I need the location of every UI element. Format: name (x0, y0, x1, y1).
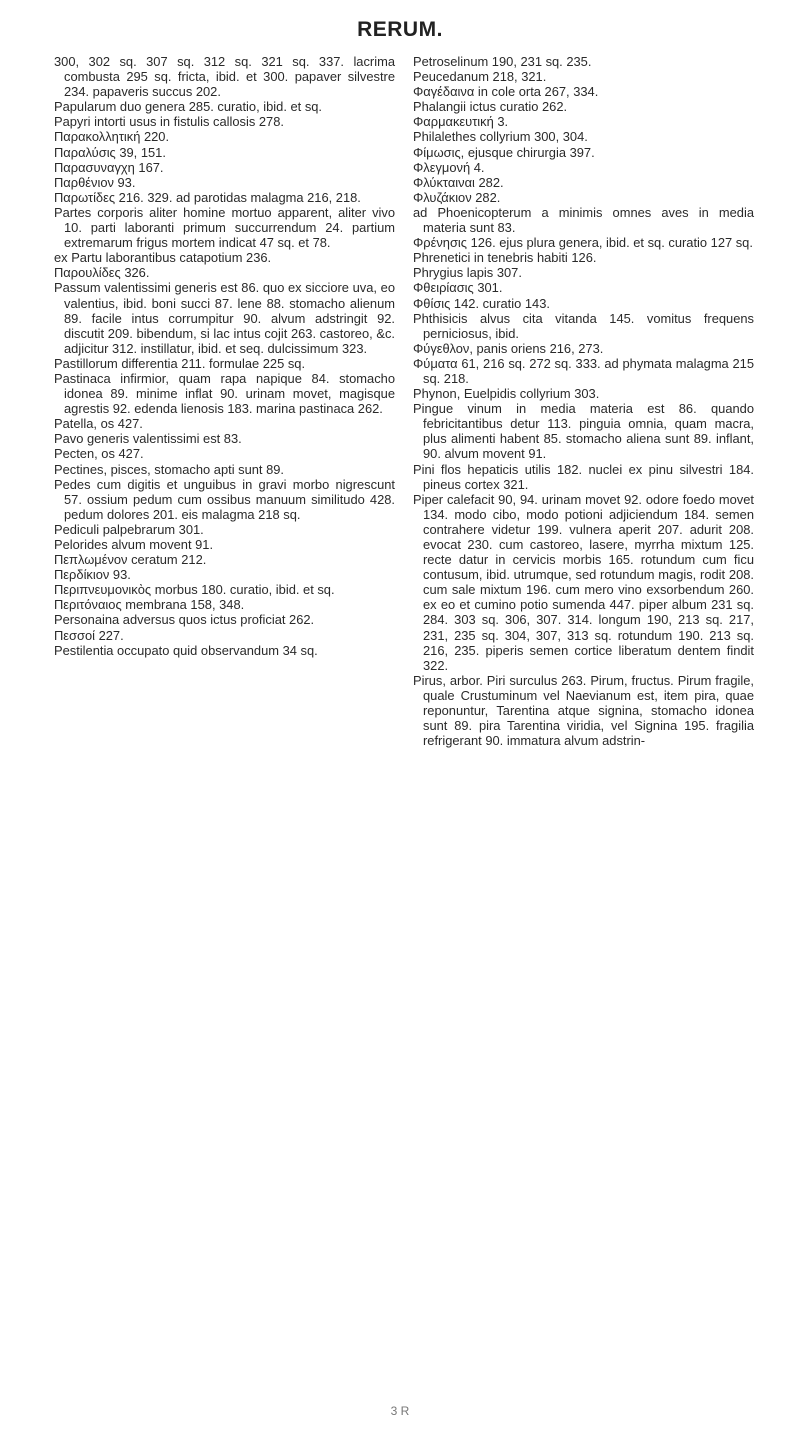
index-entry: Papularum duo genera 285. curatio, ibid. et sq. (54, 99, 323, 115)
index-entry: Petroselinum 190, 231 sq. 235. (413, 54, 592, 69)
index-entry: ad Phoenicopterum a minimis omnes aves in media materia sunt 83. (413, 204, 754, 236)
index-entry: Pedes cum digitis et unguibus in gravi morbo nigrescunt 57. ossium pedum cum ossibus manuum similitudo 428. pedum dolores 201. eis malagma 218 sq. (54, 476, 395, 522)
index-entry: Pavo generis valentissimi est 83. (54, 431, 242, 447)
index-entry: Φρένησις 126. ejus plura genera, ibid. et sq. curatio 127 sq. (413, 235, 753, 251)
index-entry: Περδίκιον 93. (54, 567, 131, 583)
index-entry: Φλεγμονή 4. (413, 159, 485, 175)
index-entry: Pelorides alvum movent 91. (54, 537, 214, 552)
index-entry: Πεσσοί 227. (54, 627, 124, 643)
signature-mark: 3 R (390, 1404, 410, 1418)
index-entry: Pirus, arbor. Piri surculus 263. Pirum, fructus. Pirum fragile, quale Crustuminum vel Naevianum est, item pira, quae reponuntur, Tarentina atque signina, stomacho idonea sunt 89. pira Tarentina viridia, vel Signina 195. fragilia refrigerant 90. immatura alvum adstrin- (413, 672, 754, 749)
index-entry: Περιτόναιος membrana 158, 348. (54, 597, 245, 613)
index-entry: Phalangii ictus curatio 262. (413, 99, 568, 115)
index-entry: Pectines, pisces, stomacho apti sunt 89. (54, 461, 285, 477)
index-entry: Pecten, os 427. (54, 446, 144, 462)
index-entry: Pastinaca infirmior, quam rapa napique 84. stomacho idonea 89. minime inflat 90. urinam movet, magisque agrestis 92. edenda lienosis 183. marina pastinaca 262. (54, 370, 395, 417)
index-entry: Phthisicis alvus cita vitanda 145. vomitus frequens perniciosus, ibid. (413, 310, 754, 341)
index-entry: Pastillorum differentia 211. formulae 225 sq. (54, 355, 306, 371)
running-header: RERUM. (357, 18, 443, 41)
index-entry: Pingue vinum in media materia est 86. quando febricitantibus detur 113. pinguia omnia, quam macra, plus alimenti habent 85. stomacho aliena sunt 89. inflant, 90. alvum movent 91. (413, 401, 754, 462)
index-entry: Παρουλίδες 326. (54, 265, 150, 281)
index-entry: ex Partu laborantibus catapotium 236. (54, 250, 272, 266)
index-entry: Papyri intorti usus in fistulis callosis 278. (54, 114, 284, 130)
index-entry: Personaina adversus quos ictus proficiat 262. (54, 612, 315, 628)
index-entry: Φύματα 61, 216 sq. 272 sq. 333. ad phymata malagma 215 sq. 218. (413, 355, 754, 386)
index-entry: Φύγεθλον, panis oriens 216, 273. (413, 340, 604, 356)
index-entry: Phrenetici in tenebris habiti 126. (413, 250, 597, 266)
index-entry: Piper calefacit 90, 94. urinam movet 92. odore foedo movet 134. modo cibo, modo potioni adjiciendum 184. semen contrahere videtur 199. vulnera aperit 207. adurit 208. evocat 230. cum castoreo, lasere, myrrha mixtum 125. recte datur in cervicis morbis 165. rotundum cum ficu contusum, ibid. utrumque, sed rotundum magis, rodit 208. cum sale mixtum 196. cum mero vino exsorbendum 260. ex eo et cumino potio sumenda 447. piper album 231 sq. 284. 303 sq. 306, 307. 314. longum 190, 213 sq. 217, 231, 235 sq. 304, 307, 313 sq. rotundum 190. 213 sq. 216, 235. piperis semen cortice liberatum dentem findit 322. (413, 491, 754, 673)
index-entry: Passum valentissimi generis est 86. quo ex sicciore uva, eo valentius, ibid. boni succi 87. lene 88. stomacho alienum 89. facile intus corrumpitur 90. alvum adstringit 92. discutit 209. bibendum, si lac intus cojit 263. castoreo, &c. adjicitur 312. instillatur, ibid. et seq. dulcissimum 323. (54, 280, 395, 356)
index-entry: Παρθένιον 93. (54, 174, 136, 190)
index-column-left (54, 54, 395, 748)
index-columns (54, 54, 754, 748)
index-entry: Patella, os 427. (54, 416, 143, 432)
index-entry: 300, 302 sq. 307 sq. 312 sq. 321 sq. 337. lacrima combusta 295 sq. fricta, ibid. et 300. papaver silvestre 234. papaveris succus 202. (54, 54, 395, 100)
index-entry: Φλύκταιναι 282. (413, 174, 504, 190)
index-entry: Φαγέδαινα in cole orta 267, 334. (413, 84, 599, 100)
index-entry: Παρωτίδες 216. 329. ad parotidas malagma 216, 218. (54, 189, 361, 205)
index-entry: Φίμωσις, ejusque chirurgia 397. (413, 144, 595, 160)
index-entry: Peucedanum 218, 321. (413, 69, 547, 85)
index-entry: Παρακολλητική 220. (54, 129, 170, 145)
index-entry: Πεπλωμένον ceratum 212. (54, 552, 207, 568)
index-entry: Φθειρίασις 301. (413, 280, 503, 296)
index-entry: Περιπνευμονικὸς morbus 180. curatio, ibid. et sq. (54, 582, 335, 598)
index-entry: Pini flos hepaticis utilis 182. nuclei ex pinu silvestri 184. pineus cortex 321. (413, 461, 754, 492)
index-column-right (413, 54, 754, 748)
index-entry: Παρασυναγχη 167. (54, 159, 164, 175)
index-entry: Phynon, Euelpidis collyrium 303. (413, 386, 600, 402)
index-entry: Pediculi palpebrarum 301. (54, 521, 204, 537)
index-entry: Παραλύσις 39, 151. (54, 144, 166, 160)
index-entry: Philalethes collyrium 300, 304. (413, 129, 588, 145)
index-entry: Partes corporis aliter homine mortuo apparent, aliter vivo 10. parti laboranti primum succurrendum 24. partium extremarum frigus mortem indicat 47 sq. et 78. (54, 204, 395, 251)
index-entry: Φαρμακευτική 3. (413, 114, 509, 130)
index-entry: Phrygius lapis 307. (413, 265, 522, 281)
index-entry: Φθίσις 142. curatio 143. (413, 295, 550, 311)
index-entry: Φλυζάκιον 282. (413, 189, 501, 205)
index-entry: Pestilentia occupato quid observandum 34 sq. (54, 642, 318, 658)
